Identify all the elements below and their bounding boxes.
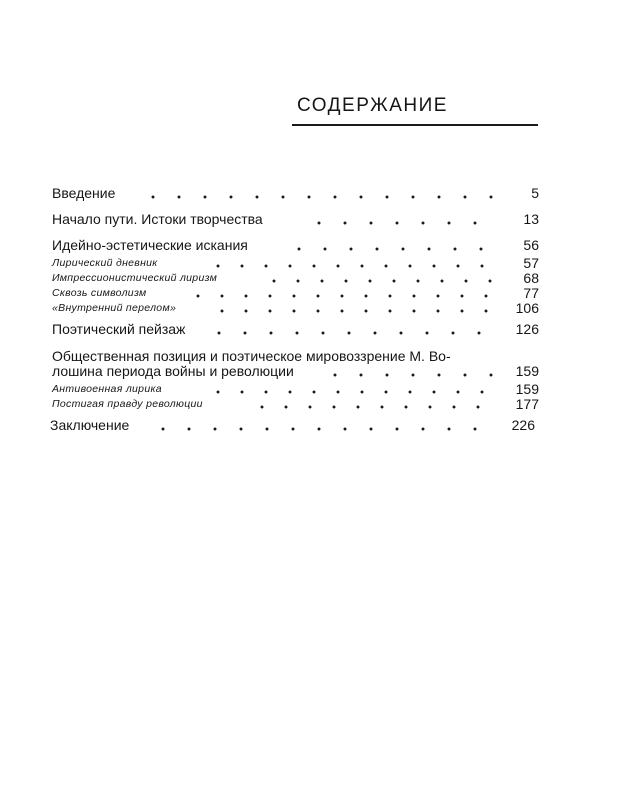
toc-entry-label: Постигая правду революции (52, 398, 203, 410)
toc-entry-label: Лирический дневник (52, 257, 158, 269)
toc-page-number: 57 (523, 255, 539, 271)
dot-leader (206, 331, 496, 335)
toc-entry-label: Антивоенная лирика (52, 383, 162, 395)
toc-entry-label: Заключение (50, 417, 130, 433)
title-underline (292, 124, 538, 126)
page-title: СОДЕРЖАНИЕ (297, 95, 448, 116)
toc-page-number: 159 (515, 381, 539, 397)
toc-entry-introduction (0, 186, 641, 206)
toc-entry-label: Общественная позиция и поэтическое мировоззрение М. Во- (52, 348, 451, 364)
dot-leader (322, 373, 496, 377)
toc-entry-label: Идейно-эстетические искания (52, 237, 248, 253)
dot-leader (286, 247, 496, 251)
toc-entry-conclusion (0, 418, 641, 438)
toc-entry-label: Сквозь символизм (52, 287, 147, 299)
toc-page-number: 77 (523, 285, 539, 301)
toc-entry-social-position-line2 (0, 364, 641, 384)
dot-leader (306, 221, 496, 225)
dot-leader (150, 427, 480, 431)
dot-leader (262, 279, 496, 283)
toc-page-number: 159 (515, 363, 539, 379)
toc-page-number: 5 (531, 185, 539, 201)
toc-entry-label: «Внутренний перелом» (52, 302, 177, 314)
toc-page-number: 56 (523, 237, 539, 253)
dot-leader (206, 264, 496, 268)
dot-leader (250, 405, 496, 409)
toc-page-number: 177 (515, 396, 539, 412)
dot-leader (206, 390, 496, 394)
toc-entry-label: Введение (52, 185, 116, 201)
dot-leader (210, 309, 492, 313)
toc-page-number: 226 (511, 417, 535, 433)
dot-leader (140, 195, 500, 199)
toc-entry-poetic-landscape (0, 322, 641, 342)
toc-page-number: 106 (515, 300, 539, 316)
toc-entry-ideological-search (0, 238, 641, 258)
toc-entry-label: Начало пути. Истоки творчества (52, 211, 263, 227)
toc-page-number: 126 (515, 321, 539, 337)
dot-leader (186, 294, 496, 298)
toc-subentry-grasping-truth (0, 397, 641, 417)
toc-entry-label: Поэтический пейзаж (52, 321, 186, 337)
toc-entry-beginning (0, 212, 641, 232)
toc-entry-label: лошина периода войны и революции (52, 363, 294, 379)
toc-page-number: 13 (523, 211, 539, 227)
toc-page-number: 68 (523, 270, 539, 286)
toc-subentry-inner-turning-point (0, 301, 641, 321)
toc-entry-label: Импрессионистический лиризм (52, 272, 218, 284)
